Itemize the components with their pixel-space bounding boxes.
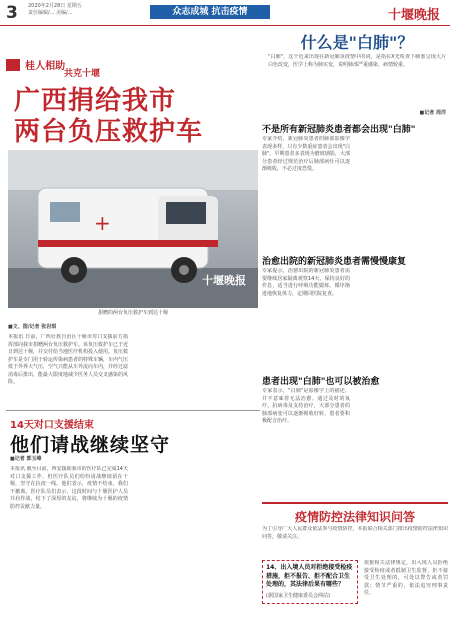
main-body: 本报讯 日前，广西壮族自治区十堰市对口支援前方指挥部向我市捐赠两台负压救护车。该负压救护车已于近日到达十堰，并交付给当地医疗机构投入使用。负压救护车是专门用于转运传染病患者的特殊车辆，车内气压低于外界大气压，空气只能从车外流向车内，并经过滤消毒后排出，能最大限度地减少医务人员交叉感染的风险。 — [8, 334, 128, 385]
ambulance-photo — [8, 150, 258, 308]
law-question-source: (据国家卫生健康委员会网站) — [266, 592, 330, 599]
right-sec1-body: 专家介绍，新冠肺炎患者的肺部影像学表现多样，只有少数重症患者会出现"白肺"。早期患者多表现为磨玻璃影，大部分患者经过规范治疗后肺部病灶可以逐渐吸收，不必过度恐慌。 — [262, 136, 350, 172]
section-banner: 众志成城 抗击疫情 — [150, 5, 270, 19]
banner-top-rule — [262, 502, 448, 504]
second-kicker: 14天对口支援结束 — [10, 420, 94, 431]
series-tag-marker — [6, 59, 20, 71]
law-question: 14、出入境人员对拒绝接受检疫措施，拒不报告、拒不配合卫生处理的，其法律后果有哪些？ — [266, 564, 353, 588]
series-tag-sub: 共克十堰 — [64, 69, 101, 79]
right-sec2-title: 治愈出院的新冠肺炎患者需慢慢康复 — [262, 257, 407, 267]
main-headline-line1: 广西捐给我市 — [14, 86, 177, 116]
law-banner-title: 疫情防控法律知识问答 — [294, 510, 415, 524]
photo-watermark: 十堰晚报 — [202, 274, 246, 287]
right-sec1-title: 不是所有新冠肺炎患者都会出现"白肺" — [262, 125, 416, 135]
law-question-box — [262, 560, 358, 604]
second-body-continued — [134, 456, 258, 546]
second-byline: ■记者 郭玉峰 — [10, 456, 42, 462]
right-sec2-body-continued — [356, 268, 446, 368]
page-meta — [28, 3, 82, 17]
right-sec1-body-continued — [356, 136, 446, 248]
newspaper-brand: 十堰晚报 — [387, 8, 440, 23]
main-byline: ■文、图/记者 张岩琪 — [8, 324, 57, 330]
right-sec2-body: 专家提示，治愈出院的新冠肺炎患者需要继续居家隔离观察14天，保持良好的作息，适当进行呼吸功能锻炼，循序渐进地恢复体力，定期回医院复查。 — [262, 268, 350, 297]
right-box-intro: "白肺"，这个近来出现在新冠肺炎疫情中的词，是指在X光检查下肺部呈现大片白色改变，医学上称为肺实变，说明肺部严重感染，病情较重。 — [268, 54, 446, 68]
main-body-continued — [134, 324, 258, 406]
main-headline-line2: 两台负压救护车 — [14, 117, 204, 147]
divider — [6, 410, 260, 411]
svg-text:+: + — [94, 211, 111, 235]
right-sec3-title: 患者出现"白肺"也可以被治愈 — [262, 377, 380, 387]
law-answer: 依据相关法律规定，出入境人员拒绝接受检疫或者抵制卫生监督，拒不接受卫生处理的，可处以警告或者罚款；情节严重的，依法追究刑事责任。 — [364, 560, 448, 596]
series-tag-main: 桂人相助 — [25, 61, 66, 72]
right-box-byline: ■记者 周洋 — [419, 110, 446, 116]
second-body: 本报讯 截至目前，西安援助我市的医疗队已完成14天对口支援工作，但医疗队员们纷纷请战继续留在十堰，坚守在抗疫一线。他们表示，疫情不结束，我们不撤离。医疗队员们表示，这段时间与十堰医护人员并肩作战，结下了深厚的友谊，将继续为十堰的疫情防控贡献力量。 — [10, 466, 128, 510]
main-headline — [14, 86, 224, 148]
second-headline: 他们请战继续坚守 — [10, 434, 171, 456]
page-number: 3 — [6, 3, 18, 23]
right-sec3-body: 专家表示，"白肺"是影像学上的描述，并不意味着无法治愈。通过及时的氧疗、抗病毒及支持治疗，大部分患者的肺部病变可以逐渐吸收好转，患者要积极配合治疗。 — [262, 388, 350, 424]
right-box-title: 什么是"白肺"？ — [300, 33, 414, 52]
page-header — [0, 0, 450, 26]
photo-caption: 捐赠的两台负压救护车到达十堰 — [97, 310, 168, 316]
law-banner-intro: 为了引导广大人民群众依法参与疫情防控，本报联合相关部门推出疫情防控法律知识问答，敬请关注。 — [262, 526, 448, 540]
right-sec3-body-continued — [356, 388, 446, 498]
page-date: 2020年2月28日 星期五 — [28, 3, 82, 9]
page-editors: 责任编辑/... 美编/... — [28, 10, 73, 16]
